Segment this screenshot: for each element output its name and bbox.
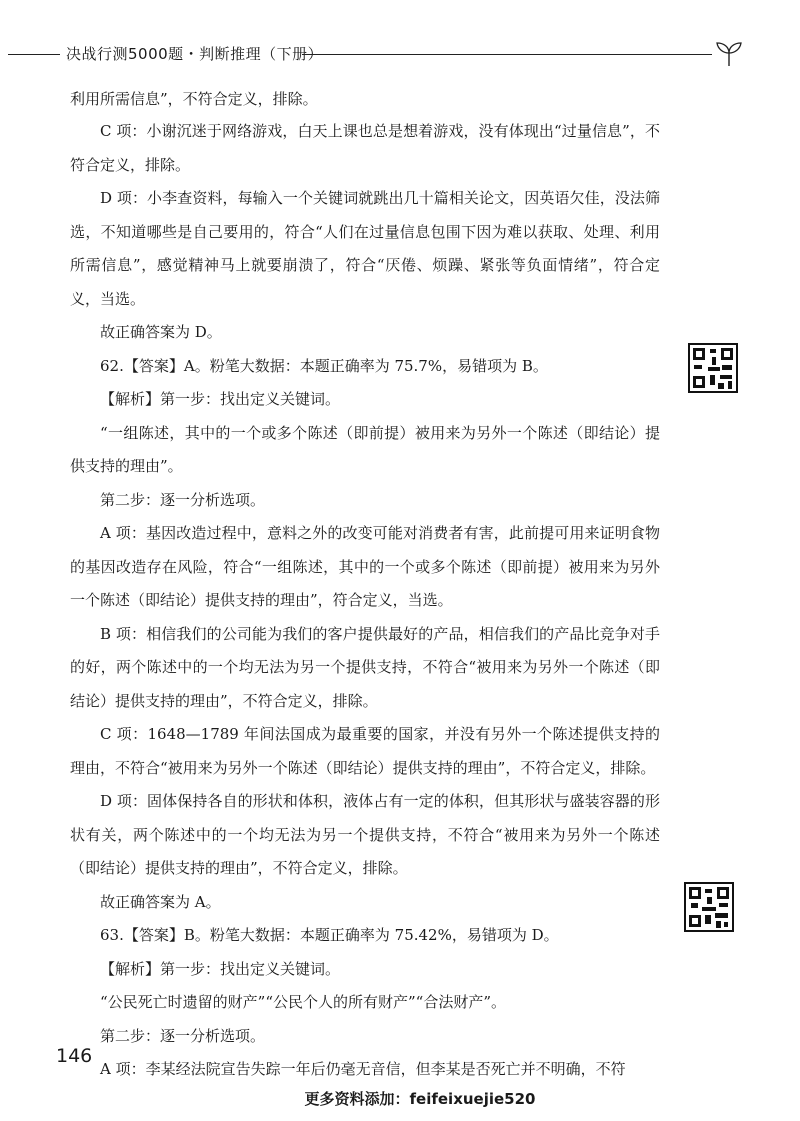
header-title: 决战行测5000题・判断推理（下册） bbox=[66, 45, 324, 63]
paragraph-option-c: C 项：小谢沉迷于网络游戏，白天上课也总是想着游戏，没有体现出“过量信息”，不符合定义，排除。 bbox=[70, 122, 660, 174]
qr-code-q63[interactable] bbox=[684, 882, 734, 932]
paragraph-option-c: C 项：1648—1789 年间法国成为最重要的国家，并没有另外一个陈述提供支持的理由，不符合“被用来为另外一个陈述（即结论）提供支持的理由”，不符合定义，排除。 bbox=[70, 725, 660, 777]
footer-note bbox=[0, 1088, 800, 1109]
footer-contact: feifeixuejie520 bbox=[409, 1090, 536, 1108]
answer-explanation-body bbox=[70, 84, 660, 1087]
definition-quote: “一组陈述，其中的一个或多个陈述（即前提）被用来为另外一个陈述（即结论）提供支持的理由”。 bbox=[70, 423, 660, 475]
page-number: 146 bbox=[56, 1045, 93, 1067]
paragraph-option-b: B 项：相信我们的公司能为我们的客户提供最好的产品，相信我们的产品比竞争对手的好，两个陈述中的一个均无法为另一个提供支持，不符合“被用来为另外一个陈述（即结论）提供支持的理由”，不符合定义，排除。 bbox=[70, 624, 660, 710]
qr-code-q62[interactable] bbox=[688, 343, 738, 393]
analysis-step2: 第二步：逐一分析选项。 bbox=[100, 490, 266, 509]
page-header bbox=[0, 40, 800, 70]
paragraph: 利用所需信息”，不符合定义，排除。 bbox=[70, 90, 318, 108]
question-62-answer: 62.【答案】A。粉笔大数据：本题正确率为 75.7%，易错项为 B。 bbox=[100, 356, 548, 375]
header-rule-right bbox=[302, 54, 712, 55]
question-63-analysis-step1: 【解析】第一步：找出定义关键词。 bbox=[100, 959, 341, 978]
sprout-icon bbox=[714, 40, 744, 68]
answer-conclusion: 故正确答案为 A。 bbox=[100, 892, 221, 911]
paragraph-option-d: D 项：小李查资料，每输入一个关键词就跳出几十篇相关论文，因英语欠佳，没法筛选，不知道哪些是自己要用的，符合“人们在过量信息包围下因为难以获取、处理、利用所需信息”，感觉精神马上就要崩溃了，符合“厌倦、烦躁、紧张等负面情绪”，符合定义，当选。 bbox=[70, 189, 660, 308]
answer-conclusion: 故正确答案为 D。 bbox=[100, 323, 222, 341]
question-63-answer: 63.【答案】B。粉笔大数据：本题正确率为 75.42%，易错项为 D。 bbox=[100, 926, 559, 944]
paragraph-option-a: A 项：李某经法院宣告失踪一年后仍毫无音信，但李某是否死亡并不明确，不符 bbox=[100, 1060, 626, 1078]
question-62-analysis-step1: 【解析】第一步：找出定义关键词。 bbox=[100, 390, 341, 408]
definition-quote: “公民死亡时遗留的财产”“公民个人的所有财产”“合法财产”。 bbox=[100, 993, 507, 1011]
footer-label: 更多资料添加： bbox=[304, 1090, 410, 1108]
analysis-step2: 第二步：逐一分析选项。 bbox=[100, 1026, 266, 1045]
paragraph-option-d: D 项：固体保持各自的形状和体积，液体占有一定的体积，但其形状与盛装容器的形状有关，两个陈述中的一个均无法为另一个提供支持，不符合“被用来为另外一个陈述（即结论）提供支持的理由”，不符合定义，排除。 bbox=[70, 792, 660, 877]
paragraph-option-a: A 项：基因改造过程中，意料之外的改变可能对消费者有害，此前提可用来证明食物的基因改造存在风险，符合“一组陈述，其中的一个或多个陈述（即前提）被用来为另外一个陈述（即结论）提供支持的理由”，符合定义，当选。 bbox=[70, 524, 660, 609]
header-rule-left bbox=[8, 54, 60, 55]
